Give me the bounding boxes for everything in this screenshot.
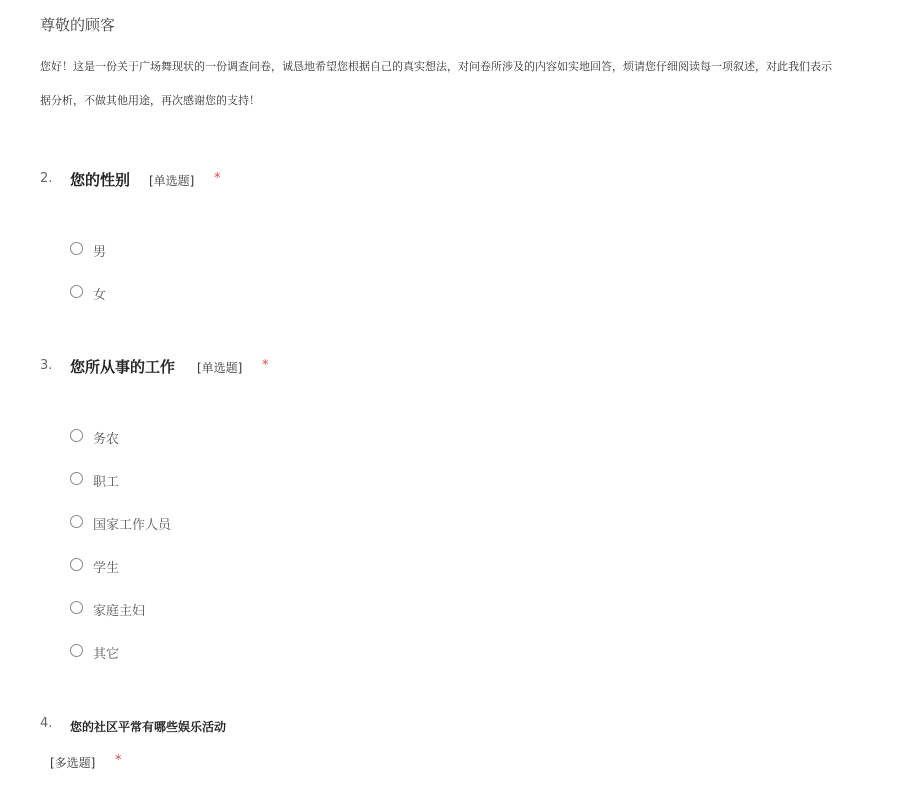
radio-button[interactable] — [70, 242, 83, 255]
question-number: 2. — [40, 171, 53, 186]
option-label: 男 — [93, 245, 107, 260]
radio-button[interactable] — [70, 644, 83, 657]
question-title: 您的社区平常有哪些娱乐活动 — [70, 720, 227, 734]
option-label: 其它 — [93, 647, 120, 662]
radio-button[interactable] — [70, 472, 83, 485]
question-type-label: [单选题] — [149, 174, 195, 188]
option-label: 学生 — [93, 561, 120, 576]
option-label: 女 — [93, 288, 107, 303]
radio-button[interactable] — [70, 285, 83, 298]
survey-intro-line-2: 据分析，不做其他用途，再次感谢您的支持！ — [40, 94, 260, 107]
required-star: * — [115, 753, 122, 768]
survey-greeting: 尊敬的顾客 — [40, 16, 116, 34]
radio-button[interactable] — [70, 601, 83, 614]
question-type-label: [多选题] — [50, 756, 96, 770]
question-type-label: [单选题] — [197, 361, 243, 375]
option-label: 务农 — [93, 432, 120, 447]
question-title: 您所从事的工作 — [70, 358, 176, 376]
question-number: 3. — [40, 358, 53, 373]
radio-button[interactable] — [70, 429, 83, 442]
question-number: 4. — [40, 716, 53, 731]
required-star: * — [214, 171, 221, 186]
required-star: * — [262, 358, 269, 373]
radio-button[interactable] — [70, 515, 83, 528]
survey-intro-line-1: 您好！这是一份关于广场舞现状的一份调查问卷，诚恳地希望您根据自己的真实想法，对问卷所涉及的内容如实地回答，烦请您仔细阅读每一项叙述，对此我们表示 — [40, 60, 832, 73]
option-label: 国家工作人员 — [93, 518, 172, 533]
radio-button[interactable] — [70, 558, 83, 571]
option-label: 家庭主妇 — [93, 604, 146, 619]
question-title: 您的性别 — [70, 171, 131, 189]
option-label: 职工 — [93, 475, 120, 490]
